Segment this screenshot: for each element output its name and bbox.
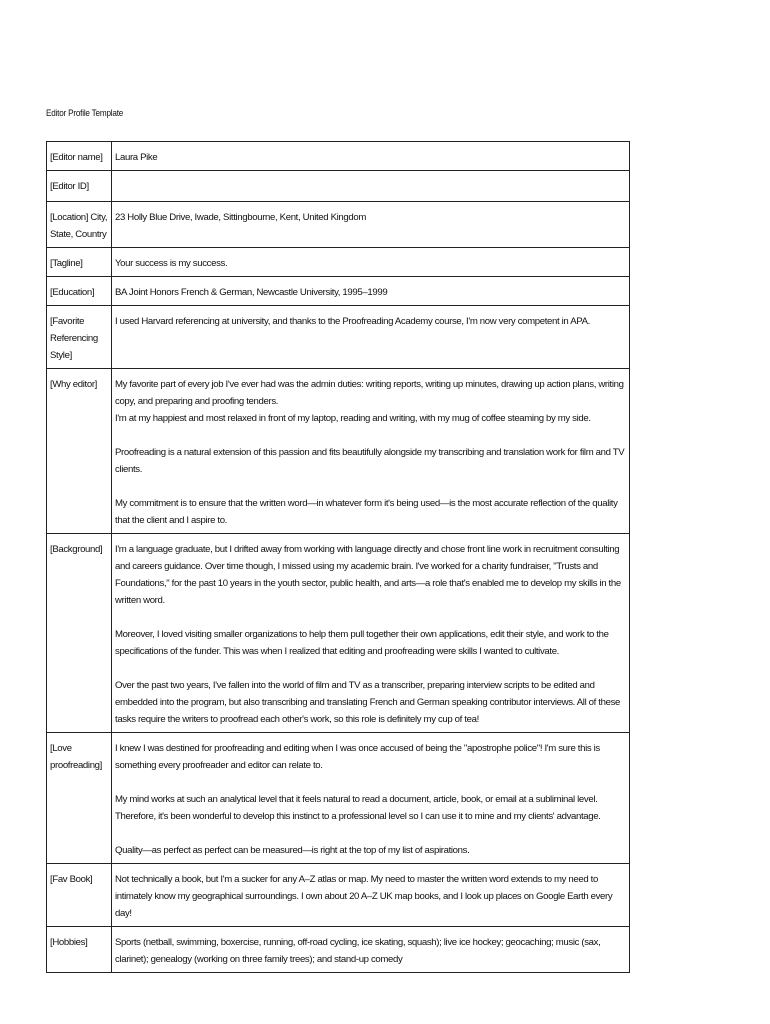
- table-row: [47, 534, 630, 733]
- row-label-editor-id: [Editor ID]: [47, 171, 112, 202]
- table-row: [47, 277, 630, 306]
- row-label-background: [Background]: [47, 534, 112, 733]
- paragraph: I knew I was destined for proofreading and editing when I was once accused of being the "apostrophe police"! I'm sure this is something every proofreader and editor can relate to.: [115, 743, 600, 771]
- row-value-editor-id: [112, 171, 630, 202]
- row-label-tagline: [Tagline]: [47, 248, 112, 277]
- row-label-why-editor: [Why editor]: [47, 369, 112, 534]
- paragraph: Not technically a book, but I'm a sucker for any A–Z atlas or map. My need to master the written word extends to my need to intimately know my geographical surroundings. I own about 20 A–Z UK map books, and I look up places on Google Earth every day!: [115, 874, 613, 919]
- paragraph: Over the past two years, I've fallen into the world of film and TV as a transcriber, preparing interview scripts to be edited and embedded into the program, but also transcribing and translating French and German speaking contributor interviews. All of these tasks require the writers to proofread each other's work, so this role is definitely my cup of tea!: [115, 680, 621, 725]
- row-value-love-proofreading: [112, 733, 630, 864]
- paragraph: Laura Pike: [115, 152, 158, 163]
- editor-profile-table: [46, 141, 630, 973]
- row-label-referencing-style: [Favorite Referencing Style]: [47, 306, 112, 369]
- table-row: [47, 248, 630, 277]
- table-row: [47, 142, 630, 171]
- paragraph: My mind works at such an analytical level that it feels natural to read a document, article, book, or email at a subliminal level. Therefore, it's been wonderful to develop this instinct to a professional level so I can use it to mine and my clients' advantage.: [115, 794, 601, 822]
- row-value-education: [112, 277, 630, 306]
- row-label-education: [Education]: [47, 277, 112, 306]
- table-row: [47, 306, 630, 369]
- paragraph: I'm at my happiest and most relaxed in front of my laptop, reading and writing, with my mug of coffee steaming by my side.: [115, 413, 591, 424]
- table-row: [47, 369, 630, 534]
- paragraph: Proofreading is a natural extension of this passion and fits beautifully alongside my transcribing and translation work for film and TV clients.: [115, 447, 625, 475]
- paragraph: Quality—as perfect as perfect can be measured—is right at the top of my list of aspirations.: [115, 845, 470, 856]
- table-row: [47, 733, 630, 864]
- paragraph: 23 Holly Blue Drive, Iwade, Sittingbourne, Kent, United Kingdom: [115, 212, 366, 223]
- row-value-fav-book: [112, 864, 630, 927]
- row-label-location: [Location] City, State, Country: [47, 202, 112, 248]
- paragraph: My commitment is to ensure that the written word—in whatever form it's being used—is the most accurate reflection of the quality that the client and I aspire to.: [115, 498, 618, 526]
- row-label-love-proofreading: [Love proofreading]: [47, 733, 112, 864]
- paragraph: Your success is my success.: [115, 258, 228, 269]
- row-value-location: [112, 202, 630, 248]
- table-row: [47, 202, 630, 248]
- paragraph: I'm a language graduate, but I drifted away from working with language directly and chose front line work in recruitment consulting and careers guidance. Over time though, I missed using my academic brain. I've worked for a charity fundraiser, "Trusts and Foundations," for the past 10 years in the youth sector, public health, and arts—a role that's enabled me to develop my skills in the written word.: [115, 544, 621, 606]
- paragraph: Sports (netball, swimming, boxercise, running, off-road cycling, ice skating, squash); live ice hockey; geocaching; music (sax, clarinet); genealogy (working on three family trees); and stand-up comedy: [115, 937, 601, 965]
- table-row: [47, 171, 630, 202]
- row-label-fav-book: [Fav Book]: [47, 864, 112, 927]
- table-row: [47, 864, 630, 927]
- document-title: Editor Profile Template: [46, 108, 124, 119]
- row-value-tagline: [112, 248, 630, 277]
- table-row: [47, 927, 630, 973]
- paragraph: I used Harvard referencing at university, and thanks to the Proofreading Academy course, I'm now very competent in APA.: [115, 316, 590, 327]
- paragraph: My favorite part of every job I've ever had was the admin duties: writing reports, writing up minutes, drawing up action plans, writing copy, and preparing and proofing tenders.: [115, 379, 624, 407]
- row-value-why-editor: [112, 369, 630, 534]
- row-value-referencing-style: [112, 306, 630, 369]
- row-value-background: [112, 534, 630, 733]
- paragraph: BA Joint Honors French & German, Newcastle University, 1995–1999: [115, 287, 388, 298]
- row-label-hobbies: [Hobbies]: [47, 927, 112, 973]
- row-value-hobbies: [112, 927, 630, 973]
- row-label-editor-name: [Editor name]: [47, 142, 112, 171]
- row-value-editor-name: [112, 142, 630, 171]
- paragraph: Moreover, I loved visiting smaller organizations to help them pull together their own applications, edit their style, and work to the specifications of the funder. This was when I realized that editing and proofreading were skills I wanted to cultivate.: [115, 629, 609, 657]
